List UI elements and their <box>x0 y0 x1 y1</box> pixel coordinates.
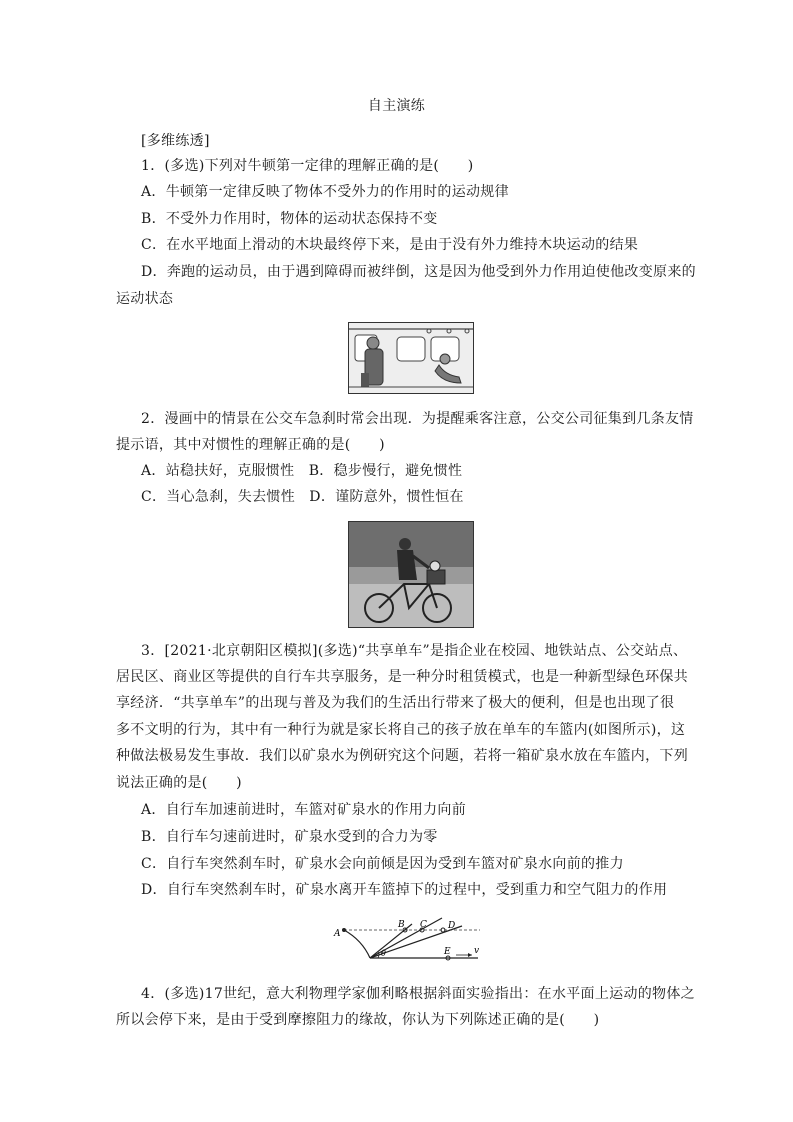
q3-option-a: A．自行车加速前进时，车篮对矿泉水的作用力向前 <box>141 802 467 818</box>
diagram-label-b: B <box>398 920 405 930</box>
diagram-label-d: D <box>448 921 456 931</box>
page-title: 自主演练 <box>367 98 426 114</box>
incline-diagram <box>330 910 490 970</box>
q3-option-b: B．自行车匀速前进时，矿泉水受到的合力为零 <box>141 829 438 845</box>
diagram-label-e: E <box>444 947 451 957</box>
q1-stem: 1．(多选)下列对牛顿第一定律的理解正确的是( ) <box>141 158 474 174</box>
q4-line2: 所以会停下来，是由于受到摩擦阻力的缘故，你认为下列陈述正确的是( ) <box>116 1012 600 1028</box>
q2-options-cd: C．当心急刹，失去惯性 D．谨防意外，惯性恒在 <box>141 489 464 505</box>
diagram-label-theta: θ <box>381 949 386 958</box>
diagram-label-a: A <box>334 929 341 939</box>
q1-option-a: A．牛顿第一定律反映了物体不受外力的作用时的运动规律 <box>141 184 509 200</box>
bus-cartoon-figure <box>348 322 474 394</box>
q3-line3: 享经济．“共享单车”的出现与普及为我们的生活出行带来了极大的便利，但是也出现了很 <box>116 695 675 711</box>
q3-option-c: C．自行车突然刹车时，矿泉水会向前倾是因为受到车篮对矿泉水向前的推力 <box>141 856 624 872</box>
section-heading: [多维练透] <box>141 133 210 149</box>
q2-line2: 提示语，其中对惯性的理解正确的是( ) <box>116 437 385 453</box>
q2-options-ab: A．站稳扶好，克服惯性 B．稳步慢行，避免惯性 <box>141 463 463 479</box>
q3-line1: 3．[2021·北京朝阳区模拟](多选)“共享单车”是指企业在校园、地铁站点、公交站点、 <box>141 643 688 659</box>
q1-option-b: B．不受外力作用时，物体的运动状态保持不变 <box>141 211 438 227</box>
q3-line2: 居民区、商业区等提供的自行车共享服务，是一种分时租赁模式，也是一种新型绿色环保共 <box>116 669 688 685</box>
q1-option-d-line2: 运动状态 <box>116 291 174 307</box>
q3-line4: 多不文明的行为，其中有一种行为就是家长将自己的孩子放在单车的车篮内(如图所示)，这 <box>116 722 686 738</box>
bus-cartoon-drawing <box>349 323 473 393</box>
q1-option-c: C．在水平地面上滑动的木块最终停下来，是由于没有外力维持木块运动的结果 <box>141 237 639 253</box>
q4-line1: 4．(多选)17世纪，意大利物理学家伽利略根据斜面实验指出：在水平面上运动的物体之 <box>141 986 695 1002</box>
q3-line6: 说法正确的是( ) <box>116 775 242 791</box>
diagram-label-c: C <box>420 920 427 930</box>
q2-line1: 2．漫画中的情景在公交车急刹时常会出现．为提醒乘客注意，公交公司征集到几条友情 <box>141 411 694 427</box>
shared-bike-drawing <box>349 522 473 627</box>
q3-line5: 种做法极易发生事故．我们以矿泉水为例研究这个问题，若将一箱矿泉水放在车篮内，下列 <box>116 748 688 764</box>
shared-bike-photo <box>348 521 474 628</box>
q3-option-d: D．自行车突然刹车时，矿泉水离开车篮掉下的过程中，受到重力和空气阻力的作用 <box>141 882 668 898</box>
q1-option-d-line1: D．奔跑的运动员，由于遇到障碍而被绊倒，这是因为他受到外力作用迫使他改变原来的 <box>141 264 696 280</box>
diagram-label-v: v <box>474 946 480 956</box>
